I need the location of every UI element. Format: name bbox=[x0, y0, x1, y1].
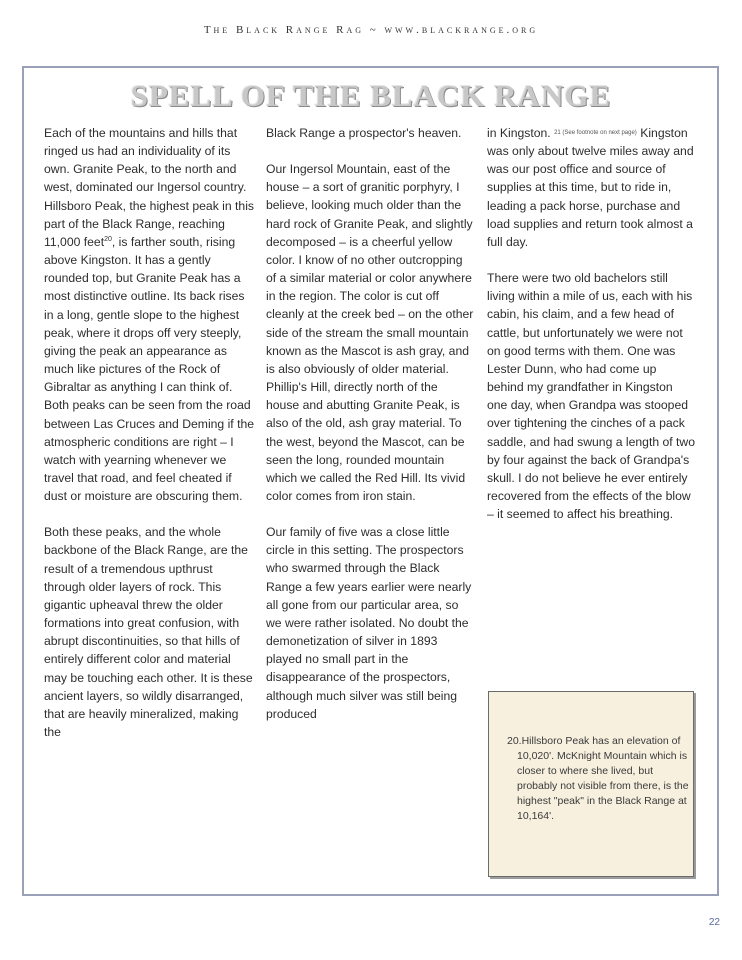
footnote-marker: 20 bbox=[104, 235, 112, 243]
column-3 bbox=[487, 124, 695, 541]
paragraph-text: in Kingston. bbox=[487, 126, 551, 140]
column-1 bbox=[44, 124, 254, 759]
footnote-aside: 21 (See footnote on next page) bbox=[554, 130, 637, 136]
footnote-box bbox=[488, 691, 694, 877]
paragraph-text: , is farther south, rising above Kingston. It has a gently rounded top, but Granite Peak has a most distinctive outline. Its back rises in a long, gentle slope to the highest peak, where it drops off very steeply, giving the peak an appearance as much like pictures of the Rock of Gibraltar as anything I can think of. Both peaks can be seen from the road between Las Cruces and Deming if the atmospheric conditions are right – I watch with yearning whenever we travel that road, and feel cheated if dust or moisture are obscuring them. bbox=[44, 234, 255, 504]
paragraph: Our family of five was a close little circle in this setting. The prospectors who swarmed through the Black Range a few years earlier were nearly all gone from our particular area, so we were rather isolated. No doubt the demonetization of silver in 1893 played no small part in the disappearance of the prospectors, although much silver was still being produced bbox=[266, 525, 472, 721]
paragraph: Black Range a prospector's heaven. bbox=[266, 126, 462, 140]
footnote-text: 20.Hillsboro Peak has an elevation of 10,020'. McKnight Mountain which is closer to where she lived, but probably not visible from there, is the highest "peak" in the Black Range at 10,164'. bbox=[507, 735, 689, 822]
running-header: The Black Range Rag ~ www.blackrange.org bbox=[203, 24, 539, 36]
paragraph: Our Ingersol Mountain, east of the house – a sort of granitic porphyry, I believe, looking much older than the hard rock of Granite Peak, and slightly decomposed – is a cheerful yellow color. I know of no other outcropping of a similar material or color anywhere in the region. The color is cut off cleanly at the creek bed – on the other side of the stream the small mountain known as the Mascot is ash gray, and is also obviously of older material. Phillip's Hill, directly north of the house and abutting Granite Peak, is also of the old, ash gray material. To the west, beyond the Mascot, can be seen the long, rounded mountain which we called the Red Hill. Its vivid color comes from iron stain. bbox=[266, 162, 474, 503]
paragraph bbox=[487, 124, 695, 251]
paragraph bbox=[44, 124, 254, 505]
paragraph: There were two old bachelors still living within a mile of us, each with his cabin, his claim, and a few head of cattle, but unfortunately we were not on good terms with them. One was Lester Dunn, who had come up behind my grandfather in Kingston one day, when Grandpa was stooped over tightening the cinches of a pack saddle, and had swung a length of two by four against the back of Grandpa's skull. I do not believe he ever entirely recovered from the effects of the blow – it seemed to affect his breathing. bbox=[487, 271, 696, 522]
column-2 bbox=[266, 124, 474, 741]
page-number: 22 bbox=[708, 917, 720, 928]
article-title: SPELL OF THE BLACK RANGE bbox=[130, 78, 612, 113]
paragraph-text: Each of the mountains and hills that ringed us had an individuality of its own. Granite Peak, to the north and west, dominated our Ingersol country. Hillsboro Peak, the highest peak in this part of the Black Range, reaching 11,000 feet bbox=[44, 126, 255, 249]
paragraph-text: Kingston was only about twelve miles away and was our post office and source of supplies at this time, but to ride in, leading a pack horse, purchase and load supplies and return took almost a full day. bbox=[487, 126, 694, 249]
paragraph: Both these peaks, and the whole backbone of the Black Range, are the result of a tremendous upthrust through older layers of rock. This gigantic upheaval threw the older formations into great confusion, with abrupt discontinuities, so that hills of entirely different color and material may be touching each other. It is these ancient layers, so wildly disarranged, that are heavily mineralized, making the bbox=[44, 525, 253, 739]
